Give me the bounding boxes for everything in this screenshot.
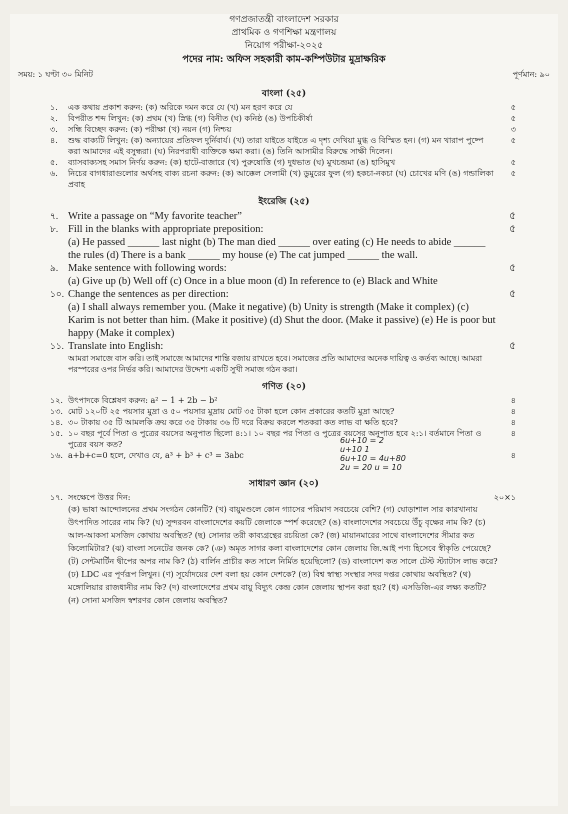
- question-marks: ৫: [509, 224, 516, 235]
- question-text: ৩০ টাকায় ৩৫ টি আমলকি ক্রয় করে ৩৫ টাকায় ৩৬ টি দরে বিক্রয় করলে শতকরা কত লাভ বা ক্ষতি হবে?: [68, 418, 398, 427]
- question-text: মোট ১২০টি ২৫ পয়সার মুদ্রা ও ৫০ পয়সার মুদ্রায় মোট ৩৫ টাকা হলে কোন প্রকারের কতটি মুদ্রা আছে?: [68, 407, 395, 416]
- question-text: a+b+c=0 হলে, দেখাও যে, a³ + b³ + c³ = 3abc: [68, 451, 244, 460]
- question-11: [10, 340, 558, 375]
- question-marks: ৫: [510, 169, 516, 178]
- question-text: Fill in the blanks with appropriate preposition:: [68, 224, 264, 235]
- handwritten-line: u+10 1: [340, 445, 370, 454]
- question-text: Make sentence with following words:: [68, 263, 227, 274]
- question-number: ৪.: [50, 136, 58, 145]
- question-text: উৎপাদকে বিশ্লেষণ করুন: a² − 1 + 2b − b²: [68, 396, 218, 405]
- question-marks: ৫: [509, 263, 516, 274]
- question-number: ৯.: [50, 263, 59, 273]
- section-heading-english: ইংরেজি (২৫): [258, 197, 310, 207]
- question-text: ১০ বছর পূর্বে পিতা ও পুত্রের বয়সের অনুপাত ছিলো ৪:১। ১০ বছর পর পিতা ও পুত্রের বয়সের অনুপাত হবে ২:১। বর্তমানে পিতা ও পুত্রের বয়স কত?: [68, 429, 482, 449]
- exam-time: সময়: ১ ঘণ্টা ৩০ মিনিট: [18, 70, 93, 79]
- question-1: [10, 102, 558, 113]
- question-2: [10, 113, 558, 124]
- exam-meta: [18, 69, 550, 82]
- ministry-title: প্রাথমিক ও গণশিক্ষা মন্ত্রণালয়: [231, 28, 337, 38]
- question-marks: ৫: [510, 114, 516, 123]
- question-marks: ৫: [510, 103, 516, 112]
- question-subparts: (a) I shall always remember you. (Make it negative) (b) Unity is strength (Make it complex) (c) Karim is not better than him. (Make it positive) (d) Shut the door. (Make it passive) (e) He is poor but happy (Make it complex): [68, 302, 496, 339]
- govt-title: গণপ্রজাতন্ত্রী বাংলাদেশ সরকার: [229, 15, 339, 25]
- question-number: ১০.: [50, 289, 64, 299]
- question-6: [10, 168, 558, 190]
- question-number: ৮.: [50, 224, 59, 234]
- question-text: শুদ্ধ বাক্যটি লিখুন: (ক) অন্যায়ের প্রতিফল দুর্নিবার্য। (খ) তারা যাইতে যাইতে এ দৃশ্য দেখিয়া মুগ্ধ ও বিস্মিত হন। (গ) মন খারাপ পুষ্পে করা আমাদের এই বসুন্ধরা। (ঘ) নিরপরাধী ব্যক্তিকে ক্ষমা করা। (ঙ) তিনি আসামীর বিরুদ্ধে সাক্ষী দিলেন।: [68, 136, 484, 156]
- question-marks: ৫: [510, 158, 516, 167]
- exam-title: নিয়োগ পরীক্ষা-২০২৫: [244, 41, 324, 51]
- handwritten-working: [340, 436, 406, 472]
- question-number: ১৫.: [50, 429, 63, 438]
- section-heading-bangla: বাংলা (২৫): [261, 89, 307, 99]
- question-subparts: আমরা সমাজে বাস করি। তাই সমাজে আমাদের শান্তি বজায় রাখতে হবে। সমাজের প্রতি আমাদের অনেক দায়িত্ব ও কর্তব্য আছে। আমরা পরস্পরের ওপর নির্ভর করি। আমাদের উদ্দেশ্য একটি সুখী সমাজ গঠন করা।: [68, 354, 483, 374]
- question-7: [10, 210, 558, 223]
- question-marks: ৫: [509, 341, 516, 352]
- question-marks: ৫: [510, 136, 516, 145]
- question-number: ১৬.: [50, 451, 63, 460]
- question-number: ১.: [50, 103, 58, 112]
- question-number: ২.: [50, 114, 58, 123]
- question-text: ব্যাসবাক্যসহ সমাস নির্ণয় করুন: (ক) হাটে-বাজারে (খ) পুরুষোত্তি (গ) দুধভাত (ঘ) মুখচন্দ্রমা (ঙ) হাসিমুখ: [68, 158, 396, 167]
- paper-header: [10, 14, 558, 66]
- question-number: ১১.: [50, 341, 64, 351]
- question-9: [10, 262, 558, 288]
- question-text: Write a passage on “My favorite teacher”: [68, 211, 242, 222]
- exam-paper: [10, 14, 558, 806]
- question-text: নিচের বাগধারাগুলোর অর্থসহ বাক্য রচনা করুন: (ক) আক্কেল সেলামী (খ) ডুমুরের ফুল (গ) হকচা-নকচা (ঘ) চোখের মণি (ঙ) গন্ডালিকা প্রবাহ: [68, 169, 494, 189]
- question-number: ১৩.: [50, 407, 63, 416]
- question-3: [10, 124, 558, 135]
- question-marks: ৪: [510, 451, 516, 460]
- question-14: [10, 417, 558, 428]
- question-marks: ২০×১: [493, 493, 516, 502]
- section-heading-math: গণিত (২০): [261, 382, 307, 392]
- question-number: ৫.: [50, 158, 58, 167]
- question-12: [10, 395, 558, 406]
- question-5: [10, 157, 558, 168]
- section-heading-gk: সাধারণ জ্ঞান (২০): [249, 479, 319, 489]
- handwritten-line: 6u+10 = 4u+80: [340, 454, 406, 463]
- question-text: বিপরীত শব্দ লিখুন: (ক) প্রথম (খ) স্নিগ্ধ (গ) বিনীত (ঘ) কনিষ্ঠ (ঙ) উপচিকীর্ষা: [68, 114, 313, 123]
- question-4: [10, 135, 558, 157]
- question-marks: ৩: [510, 125, 516, 134]
- handwritten-line: 6u+10 = 2: [340, 436, 384, 445]
- question-marks: ৪: [510, 418, 516, 427]
- question-number: ১২.: [50, 396, 63, 405]
- question-10: [10, 288, 558, 340]
- question-text: সংক্ষেপে উত্তর দিন:: [68, 493, 131, 502]
- question-number: ১৭.: [50, 493, 63, 502]
- question-marks: ৪: [510, 396, 516, 405]
- question-marks: ৫: [509, 289, 516, 300]
- post-title: পদের নাম: অফিস সহকারী কাম-কম্পিউটার মুদ্রাক্ষরিক: [182, 54, 386, 65]
- question-number: ৭.: [50, 211, 59, 221]
- question-marks: ৪: [510, 407, 516, 416]
- question-text: Translate into English:: [68, 341, 164, 352]
- question-number: ৬.: [50, 169, 58, 178]
- question-8: [10, 223, 558, 262]
- question-marks: ৪: [510, 429, 516, 438]
- question-text: এক কথায় প্রকাশ করুন: (ক) অরিকে দমন করে যে (খ) মন হরণ করে যে: [68, 103, 293, 112]
- question-13: [10, 406, 558, 417]
- question-15: [10, 428, 558, 450]
- question-subparts: (ক) ভাষা আন্দোলনের প্রথম সংগঠন কোনটি? (খ) বায়ুমণ্ডলে কোন গ্যাসের পরিমাণ সবচেয়ে বেশি? (গ) ঘোড়াশাল সার কারখানায় উৎপাদিত সারের নাম কি? (ঘ) সুন্দরবন বাংলাদেশের কয়টি জেলাকে স্পর্শ করেছে? (ঙ) বাংলাদেশের সবচেয়ে উঁচু বৃক্ষের নাম কি? (চ) আল-আকসা মসজিদ কোথায় অবস্থিত? (ছ) সোনার তরী কাব্যগ্রন্থের রচয়িতা কে? (জ) মায়ানমারের সাথে বাংলাদেশের সীমার কত কিলোমিটার? (ঝ) বাংলা সনেটের জনক কে? (ঞ) অমৃত সাগর কলা বাংলাদেশের কোন জেলায় জি.আই পণ্য হিসেবে স্বীকৃতি পেয়েছে? (ট) সেন্টমার্টিন দ্বীপের অপর নাম কি? (ঠ) বার্লিন প্রাচীর কত সালে নির্মিত হয়েছিলো? (ড) বাংলাদেশ কত সালে টেস্ট স্ট্যাটাস লাভ করে? (ঢ) LDC এর পূর্ণরূপ লিখুন। (ণ) সূর্যোদয়ের দেশ বলা হয় কোন দেশকে? (ত) বিশ্ব স্বাস্থ্য সংস্থার সদর দপ্তর কোথায় অবস্থিত? (থ) মঙ্গোলিয়ার রাজধানীর নাম কি? (দ) বাংলাদেশের প্রথম বায়ু বিদ্যুৎ কেন্দ্র কোন জেলায় স্থাপন করা হয়? (ধ) এসডিজি-এর লক্ষ্য কতটি? (ন) সোনা মসজিদ স্বশরণর কোন জেলায় অবস্থিত?: [68, 505, 498, 605]
- question-subparts: (a) Give up (b) Well off (c) Once in a blue moon (d) In reference to (e) Black and White: [68, 276, 438, 287]
- question-number: ১৪.: [50, 418, 63, 427]
- question-number: ৩.: [50, 125, 58, 134]
- question-text: Change the sentences as per direction:: [68, 289, 229, 300]
- question-17: [10, 492, 558, 607]
- question-subparts: (a) He passed ______ last night (b) The man died ______ over eating (c) He needs to abide ______ the rules (d) There is a bank ______ my house (e) The cat jumped ______ the wall.: [68, 237, 486, 261]
- question-text: সন্ধি বিচ্ছেদ করুন: (ক) পরীক্ষা (খ) নয়ন (গ) নিশ্চয়: [68, 125, 232, 134]
- question-marks: ৫: [509, 211, 516, 222]
- handwritten-line: 2u = 20 u = 10: [340, 463, 402, 472]
- exam-total-marks: পূর্ণমান: ৯০: [512, 70, 550, 79]
